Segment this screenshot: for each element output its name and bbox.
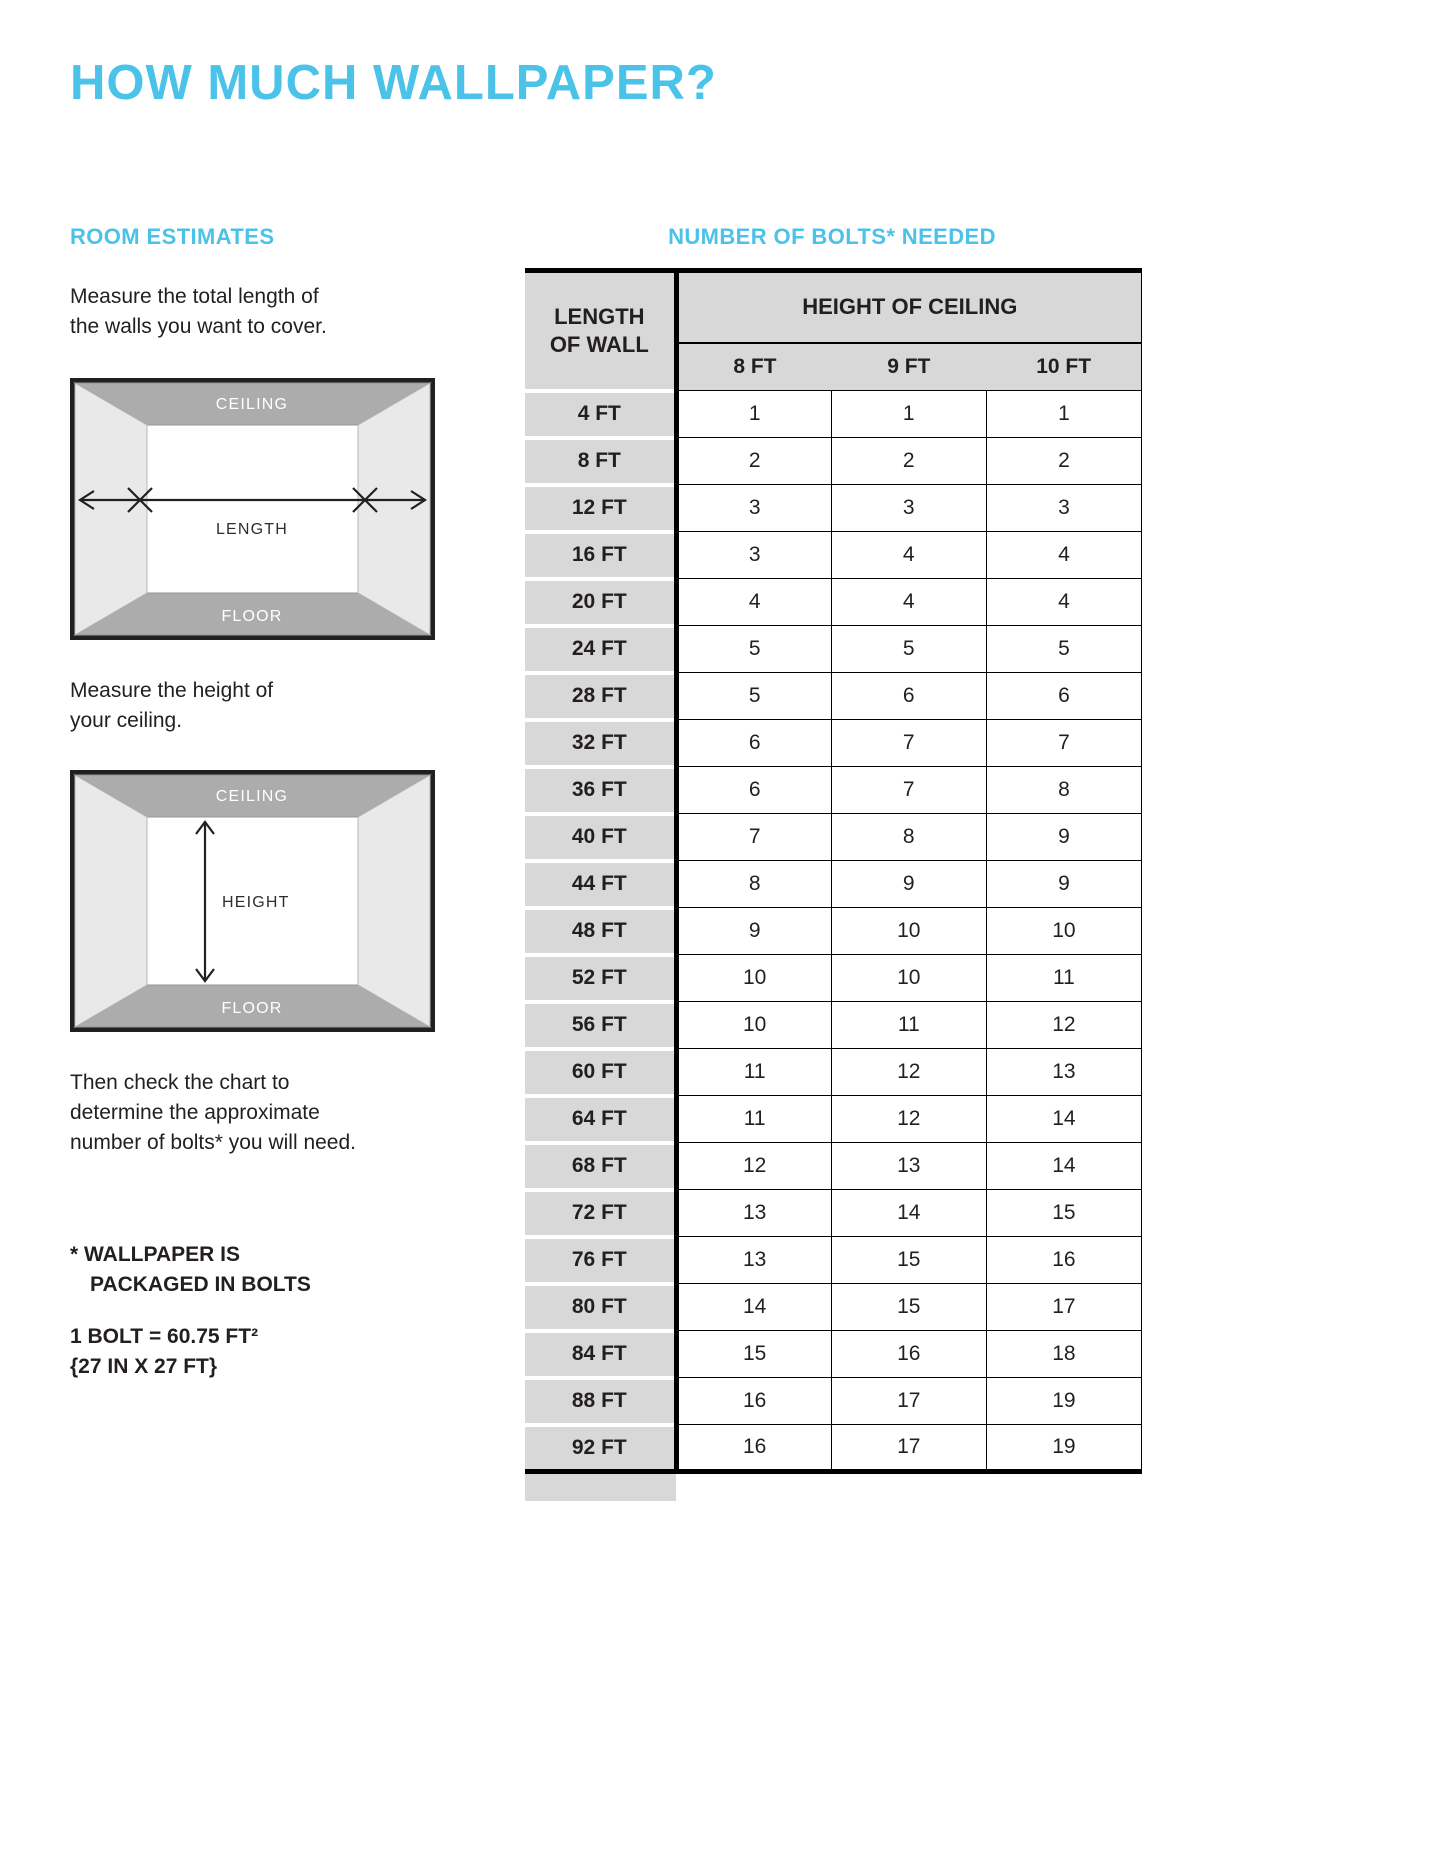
bolt-spec-line: {27 IN X 27 FT} bbox=[70, 1355, 218, 1378]
table-row bbox=[525, 1143, 1142, 1190]
table-footer-tab bbox=[525, 1474, 676, 1501]
bolt-count-cell: 15 bbox=[986, 1190, 1141, 1237]
table-row bbox=[525, 767, 1142, 814]
bolt-count-cell: 13 bbox=[986, 1049, 1141, 1096]
wall-length-cell: 32 FT bbox=[525, 720, 676, 767]
bolt-count-cell: 8 bbox=[676, 861, 831, 908]
bolt-count-cell: 16 bbox=[676, 1378, 831, 1425]
packaging-note-line: * WALLPAPER IS bbox=[70, 1243, 240, 1266]
bolt-count-cell: 1 bbox=[676, 391, 831, 438]
table-row bbox=[525, 438, 1142, 485]
bolt-count-cell: 11 bbox=[676, 1096, 831, 1143]
bolt-count-cell: 14 bbox=[831, 1190, 986, 1237]
bolt-count-cell: 4 bbox=[831, 579, 986, 626]
bolt-count-cell: 4 bbox=[831, 532, 986, 579]
left-wall bbox=[75, 383, 147, 635]
bolt-count-cell: 3 bbox=[676, 485, 831, 532]
bolt-spec-line: 1 BOLT = 60.75 FT² bbox=[70, 1325, 259, 1348]
ceiling-label: CEILING bbox=[215, 788, 289, 805]
packaging-note bbox=[70, 1240, 480, 1300]
bolt-count-cell: 10 bbox=[676, 1002, 831, 1049]
table-row bbox=[525, 579, 1142, 626]
length-of-wall-header: LENGTH OF WALL bbox=[525, 271, 676, 391]
packaging-note-line: PACKAGED IN BOLTS bbox=[90, 1273, 311, 1296]
wall-length-cell: 20 FT bbox=[525, 579, 676, 626]
table-row bbox=[525, 1049, 1142, 1096]
bolt-count-cell: 9 bbox=[831, 861, 986, 908]
bolt-count-cell: 13 bbox=[676, 1190, 831, 1237]
bolt-count-cell: 14 bbox=[986, 1143, 1141, 1190]
bolt-count-cell: 11 bbox=[676, 1049, 831, 1096]
table-row bbox=[525, 1425, 1142, 1472]
bolt-count-cell: 2 bbox=[986, 438, 1141, 485]
room-length-diagram-svg bbox=[70, 378, 435, 640]
table-row bbox=[525, 908, 1142, 955]
wall-length-cell: 36 FT bbox=[525, 767, 676, 814]
table-row bbox=[525, 1096, 1142, 1143]
table-row bbox=[525, 1331, 1142, 1378]
col-header-8ft: 8 FT bbox=[676, 343, 831, 391]
bolt-count-cell: 7 bbox=[831, 767, 986, 814]
bolt-count-cell: 4 bbox=[676, 579, 831, 626]
wall-length-cell: 72 FT bbox=[525, 1190, 676, 1237]
table-row bbox=[525, 1284, 1142, 1331]
wall-length-cell: 8 FT bbox=[525, 438, 676, 485]
bolt-count-cell: 14 bbox=[676, 1284, 831, 1331]
bolt-count-cell: 16 bbox=[986, 1237, 1141, 1284]
bolt-count-cell: 7 bbox=[986, 720, 1141, 767]
height-measure-label: HEIGHT bbox=[222, 894, 290, 911]
room-height-diagram-svg bbox=[70, 770, 435, 1032]
room-length-diagram bbox=[70, 378, 435, 640]
bolt-count-cell: 10 bbox=[831, 955, 986, 1002]
length-measure-label: LENGTH bbox=[215, 521, 289, 538]
bolt-count-cell: 19 bbox=[986, 1425, 1141, 1472]
bolt-count-cell: 11 bbox=[831, 1002, 986, 1049]
table-header-row bbox=[525, 271, 1142, 343]
wall-length-cell: 68 FT bbox=[525, 1143, 676, 1190]
bolt-count-cell: 16 bbox=[676, 1425, 831, 1472]
wall-length-cell: 12 FT bbox=[525, 485, 676, 532]
instruction-check-chart bbox=[70, 1068, 480, 1158]
wall-length-cell: 48 FT bbox=[525, 908, 676, 955]
bolt-count-cell: 4 bbox=[986, 579, 1141, 626]
left-wall bbox=[75, 775, 147, 1027]
wall-length-cell: 76 FT bbox=[525, 1237, 676, 1284]
bolt-count-cell: 18 bbox=[986, 1331, 1141, 1378]
instruction-line: determine the approximate bbox=[70, 1101, 320, 1124]
bolt-count-cell: 16 bbox=[831, 1331, 986, 1378]
wall-length-cell: 80 FT bbox=[525, 1284, 676, 1331]
bolts-table-body bbox=[525, 391, 1142, 1472]
col-header-9ft: 9 FT bbox=[831, 343, 986, 391]
bolt-count-cell: 17 bbox=[986, 1284, 1141, 1331]
table-row bbox=[525, 391, 1142, 438]
bolt-count-cell: 6 bbox=[676, 720, 831, 767]
bolt-count-cell: 3 bbox=[986, 485, 1141, 532]
room-height-diagram bbox=[70, 770, 435, 1032]
bolt-count-cell: 14 bbox=[986, 1096, 1141, 1143]
floor-label: FLOOR bbox=[221, 608, 283, 625]
room-estimates-heading: ROOM ESTIMATES bbox=[70, 224, 275, 249]
instruction-line: the walls you want to cover. bbox=[70, 315, 327, 338]
wall-length-cell: 60 FT bbox=[525, 1049, 676, 1096]
table-row bbox=[525, 673, 1142, 720]
table-row bbox=[525, 532, 1142, 579]
wall-length-cell: 44 FT bbox=[525, 861, 676, 908]
bolt-count-cell: 5 bbox=[676, 673, 831, 720]
table-row bbox=[525, 720, 1142, 767]
bolt-count-cell: 1 bbox=[831, 391, 986, 438]
bolt-count-cell: 1 bbox=[986, 391, 1141, 438]
bolt-count-cell: 9 bbox=[986, 814, 1141, 861]
wall-length-cell: 88 FT bbox=[525, 1378, 676, 1425]
bolt-count-cell: 3 bbox=[831, 485, 986, 532]
bolt-count-cell: 17 bbox=[831, 1378, 986, 1425]
table-row bbox=[525, 1237, 1142, 1284]
bolt-count-cell: 6 bbox=[831, 673, 986, 720]
bolt-count-cell: 5 bbox=[831, 626, 986, 673]
bolt-count-cell: 9 bbox=[676, 908, 831, 955]
table-row bbox=[525, 485, 1142, 532]
col-header-10ft: 10 FT bbox=[986, 343, 1141, 391]
wall-length-cell: 28 FT bbox=[525, 673, 676, 720]
wall-length-cell: 84 FT bbox=[525, 1331, 676, 1378]
bolt-count-cell: 15 bbox=[831, 1284, 986, 1331]
right-wall bbox=[358, 383, 430, 635]
bolt-count-cell: 10 bbox=[831, 908, 986, 955]
instruction-measure-length bbox=[70, 282, 480, 342]
bolt-count-cell: 2 bbox=[831, 438, 986, 485]
instruction-line: your ceiling. bbox=[70, 709, 183, 732]
bolt-count-cell: 12 bbox=[676, 1143, 831, 1190]
right-wall bbox=[358, 775, 430, 1027]
table-row bbox=[525, 955, 1142, 1002]
instruction-line: number of bolts* you will need. bbox=[70, 1131, 356, 1154]
table-row bbox=[525, 626, 1142, 673]
table-row bbox=[525, 1002, 1142, 1049]
table-row bbox=[525, 1190, 1142, 1237]
wall-length-cell: 4 FT bbox=[525, 391, 676, 438]
table-row bbox=[525, 1378, 1142, 1425]
bolt-count-cell: 3 bbox=[676, 532, 831, 579]
bolt-count-cell: 10 bbox=[986, 908, 1141, 955]
bolt-spec bbox=[70, 1322, 480, 1382]
bolt-count-cell: 6 bbox=[676, 767, 831, 814]
instruction-line: Measure the height of bbox=[70, 679, 274, 702]
bolt-count-cell: 12 bbox=[831, 1096, 986, 1143]
wall-length-cell: 92 FT bbox=[525, 1425, 676, 1472]
bolt-count-cell: 12 bbox=[831, 1049, 986, 1096]
wall-length-cell: 24 FT bbox=[525, 626, 676, 673]
wall-length-cell: 64 FT bbox=[525, 1096, 676, 1143]
bolts-table-wrap bbox=[525, 268, 1142, 1501]
bolt-count-cell: 5 bbox=[676, 626, 831, 673]
bolt-count-cell: 10 bbox=[676, 955, 831, 1002]
bolt-count-cell: 5 bbox=[986, 626, 1141, 673]
bolt-count-cell: 15 bbox=[831, 1237, 986, 1284]
wall-length-cell: 16 FT bbox=[525, 532, 676, 579]
bolt-count-cell: 8 bbox=[831, 814, 986, 861]
bolt-count-cell: 13 bbox=[676, 1237, 831, 1284]
page-title: HOW MUCH WALLPAPER? bbox=[70, 56, 717, 110]
bolt-count-cell: 19 bbox=[986, 1378, 1141, 1425]
wall-length-cell: 52 FT bbox=[525, 955, 676, 1002]
instruction-measure-height bbox=[70, 676, 480, 736]
wall-length-cell: 56 FT bbox=[525, 1002, 676, 1049]
instruction-line: Then check the chart to bbox=[70, 1071, 290, 1094]
bolt-count-cell: 2 bbox=[676, 438, 831, 485]
bolt-count-cell: 9 bbox=[986, 861, 1141, 908]
bolt-count-cell: 7 bbox=[676, 814, 831, 861]
table-row bbox=[525, 861, 1142, 908]
ceiling-label: CEILING bbox=[215, 396, 289, 413]
bolt-count-cell: 15 bbox=[676, 1331, 831, 1378]
bolt-count-cell: 6 bbox=[986, 673, 1141, 720]
bolt-count-cell: 12 bbox=[986, 1002, 1141, 1049]
table-row bbox=[525, 814, 1142, 861]
bolt-count-cell: 4 bbox=[986, 532, 1141, 579]
bolts-needed-heading: NUMBER OF BOLTS* NEEDED bbox=[668, 224, 996, 249]
wall-length-cell: 40 FT bbox=[525, 814, 676, 861]
bolt-count-cell: 8 bbox=[986, 767, 1141, 814]
bolt-count-cell: 11 bbox=[986, 955, 1141, 1002]
floor-label: FLOOR bbox=[221, 1000, 283, 1017]
bolt-count-cell: 17 bbox=[831, 1425, 986, 1472]
bolt-count-cell: 13 bbox=[831, 1143, 986, 1190]
instruction-line: Measure the total length of bbox=[70, 285, 319, 308]
height-of-ceiling-header: HEIGHT OF CEILING bbox=[676, 271, 1141, 343]
bolts-table bbox=[525, 268, 1142, 1474]
bolt-count-cell: 7 bbox=[831, 720, 986, 767]
